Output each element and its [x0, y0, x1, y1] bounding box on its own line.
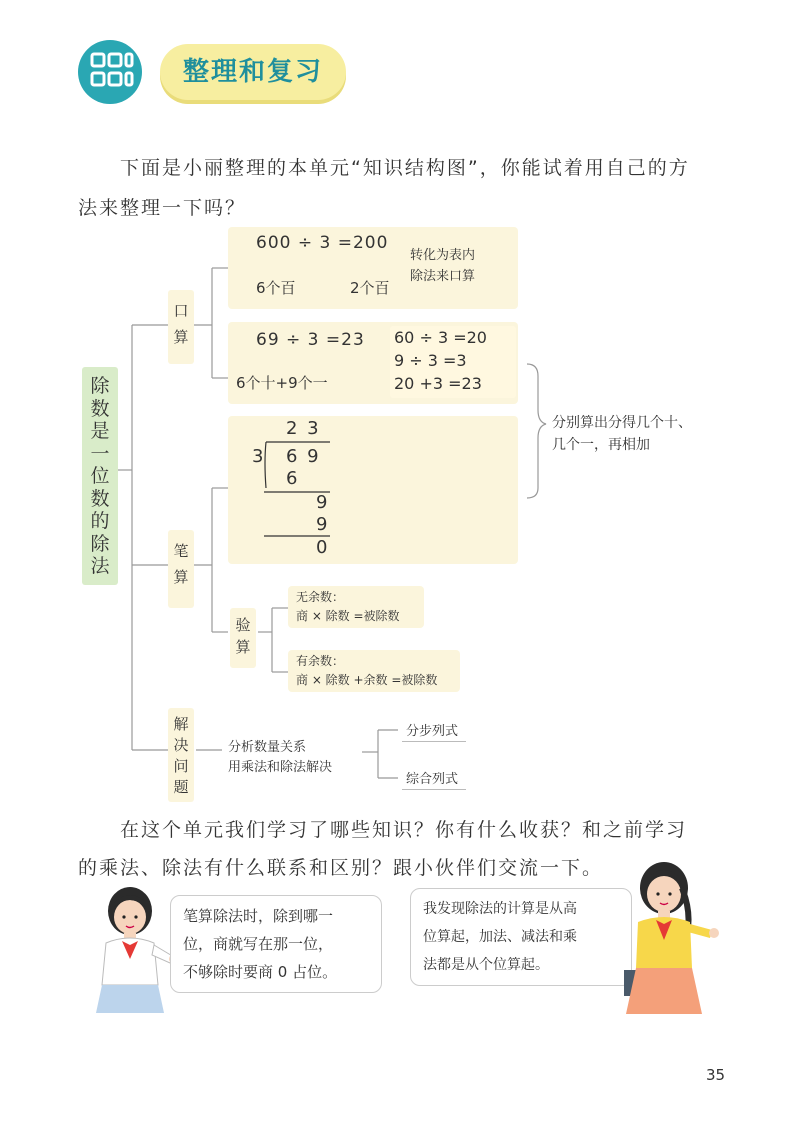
root-char: 一: [90, 442, 110, 465]
rem-title: 有余数：: [296, 654, 345, 668]
oral-step-1: 60 ÷ 3 =20: [394, 328, 487, 347]
question-line-1: 在这个单元我们学习了哪些知识？你有什么收获？和之前学习: [120, 819, 688, 841]
rem-eq: 商 × 除数 +余数 =被除数: [296, 673, 438, 687]
intro-line-2: 法来整理一下吗？: [78, 197, 247, 219]
division-bracket: [228, 416, 518, 564]
no-rem-eq: 商 × 除数 =被除数: [296, 609, 400, 623]
bracket-note-2: 几个一，再相加: [552, 437, 650, 453]
oral-unit-3: 6个十+9个一: [236, 374, 328, 392]
root-char: 法: [90, 555, 110, 577]
intro-line-1: 下面是小丽整理的本单元“知识结构图”，你能试着用自己的方: [120, 157, 690, 179]
problem-char: 题: [173, 778, 189, 796]
written-char: 笔: [173, 542, 189, 560]
check-no-remainder: [288, 586, 424, 628]
root-char: 位: [90, 465, 110, 487]
problem-option-1: 分步列式: [402, 720, 466, 742]
speech-bubble-left: [170, 895, 382, 993]
section-title-text: 整理和复习: [182, 57, 323, 87]
oral-char: 算: [173, 328, 189, 346]
root-char: 数: [90, 397, 110, 420]
problem-char: 决: [173, 736, 189, 754]
root-node: [82, 367, 118, 585]
speech-bubble-right: [410, 888, 632, 986]
problem-line-2: 用乘法和除法解决: [228, 760, 333, 775]
oral-char: 口: [173, 302, 189, 320]
oral-box-2: [228, 322, 518, 404]
root-char: 的: [90, 510, 110, 532]
check-label: [230, 608, 256, 668]
root-char: 数: [90, 487, 110, 510]
long-division-box: [228, 416, 518, 564]
check-char: 验: [235, 616, 251, 634]
ld-row-2: 9: [316, 492, 328, 513]
oral-eq-1: 600 ÷ 3 =200: [256, 233, 389, 253]
ld-row-3: 9: [316, 514, 328, 535]
bracket-note-1: 分别算出分得几个十、: [552, 415, 692, 431]
written-label: [168, 530, 194, 608]
oral-eq-2: 69 ÷ 3 =23: [256, 330, 365, 350]
problem-label: [168, 708, 194, 802]
bubble-right-line-2: 位算起，加法、减法和乘: [423, 929, 577, 945]
oral-box-1: [228, 227, 518, 309]
oral-step-3: 20 +3 =23: [394, 374, 482, 393]
oral-note-2: 除法来口算: [410, 269, 476, 284]
bubble-left-line-3: 不够除时要商 0 占位。: [183, 963, 338, 981]
ld-row-4: 0: [316, 537, 328, 558]
oral-label: [168, 290, 194, 364]
check-char: 算: [235, 638, 251, 656]
bubble-right-line-1: 我发现除法的计算是从高: [423, 901, 577, 917]
root-char: 除: [90, 532, 110, 555]
oral-unit-2: 2个百: [350, 279, 390, 297]
written-char: 算: [173, 568, 189, 586]
question-line-2: 的乘法、除法有什么联系和区别？跟小伙伴们交流一下。: [78, 857, 604, 879]
check-with-remainder: [288, 650, 460, 692]
girl-right-illustration: [620, 858, 730, 1018]
oral-note-1: 转化为表内: [410, 248, 476, 263]
problem-char: 解: [173, 715, 189, 733]
problem-option-2: 综合列式: [402, 768, 466, 790]
root-char: 是: [90, 420, 110, 442]
ld-row-1: 6: [286, 468, 298, 489]
divisor: 3: [252, 446, 264, 467]
oral-unit-1: 6个百: [256, 279, 296, 297]
bubble-left-line-1: 笔算除法时，除到哪一: [183, 907, 334, 925]
oral-step-2: 9 ÷ 3 =3: [394, 351, 467, 370]
root-char: 除: [90, 375, 110, 397]
no-rem-title: 无余数：: [296, 590, 345, 604]
bubble-right-line-3: 法都是从个位算起。: [423, 957, 549, 973]
bubble-left-line-2: 位，商就写在那一位，: [183, 935, 334, 953]
dividend: 6 9: [286, 446, 321, 467]
quotient: 2 3: [286, 418, 321, 439]
problem-line-1: 分析数量关系: [228, 740, 307, 755]
page-number: 35: [706, 1066, 726, 1084]
problem-char: 问: [173, 757, 189, 775]
